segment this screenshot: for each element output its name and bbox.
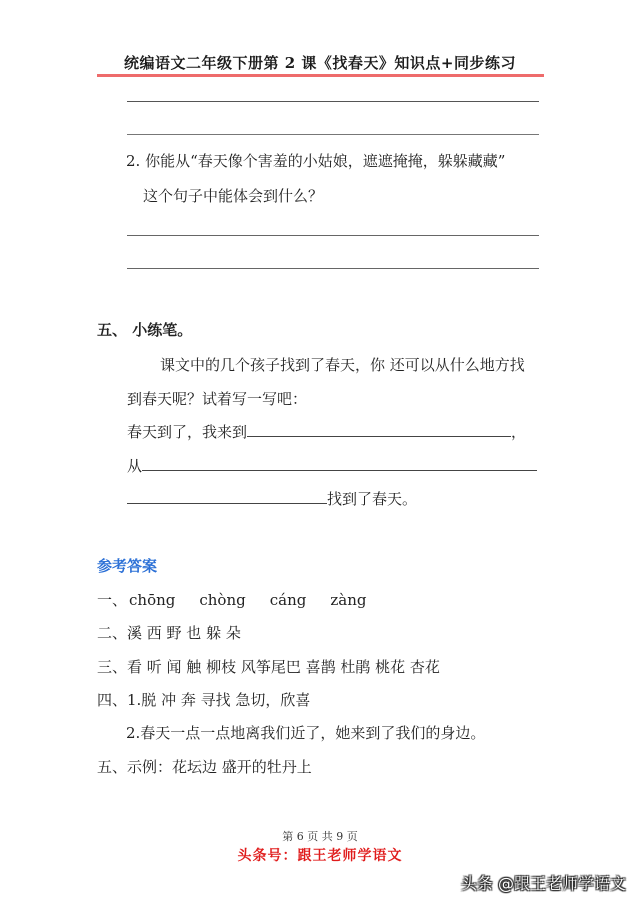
fill-line-1 — [127, 421, 526, 442]
watermark: 头条 @跟王老师学语文 — [460, 874, 626, 893]
section-5-prompt-line-1: 课文中的几个孩子找到了春天，你 还可以从什么地方找 — [160, 356, 525, 374]
answer-4-part-2: 2.春天一点一点地离我们近了，她来到了我们的身边。 — [126, 724, 486, 742]
answer-line — [127, 235, 539, 236]
question-2-line-2: 这个句子中能体会到什么？ — [143, 187, 324, 205]
header-divider — [97, 74, 544, 77]
fill-blank-1[interactable] — [247, 421, 511, 437]
answer-line — [127, 268, 539, 269]
section-5-heading: 五、 小练笔。 — [97, 321, 193, 339]
fill-line-1-prefix: 春天到了，我来到 — [127, 423, 248, 441]
question-2-line-1: 2. 你能从“春天像个害羞的小姑娘，遮遮掩掩，躲躲藏藏” — [126, 152, 506, 170]
fill-line-2 — [127, 455, 537, 476]
footer-brand: 头条号：跟王老师学语文 — [237, 848, 403, 864]
fill-blank-2[interactable] — [142, 455, 537, 471]
section-5-prompt-line-2: 到春天呢？试着写一写吧： — [127, 390, 308, 408]
fill-line-3-suffix: 找到了春天。 — [327, 490, 418, 508]
pinyin-item: cáng — [269, 591, 307, 609]
fill-blank-3[interactable] — [127, 488, 327, 504]
pinyin-item: chōng — [129, 591, 176, 609]
fill-line-2-prefix: 从 — [127, 457, 143, 475]
answer-2: 二、溪 西 野 也 躲 朵 — [97, 624, 241, 642]
answer-5: 五、示例：花坛边 盛开的牡丹上 — [97, 758, 312, 776]
answer-3: 三、看 听 闻 触 柳枝 风筝尾巴 喜鹊 杜鹃 桃花 杏花 — [97, 658, 440, 676]
answer-line — [127, 101, 539, 102]
answer-4-part-1: 四、1.脱 冲 奔 寻找 急切，欣喜 — [97, 691, 311, 709]
answer-1-label: 一、 — [97, 591, 128, 609]
pinyin-item: chòng — [199, 591, 246, 609]
fill-line-3 — [127, 488, 417, 509]
page-number: 第 6 页 共 9 页 — [282, 830, 358, 843]
answers-heading: 参考答案 — [97, 557, 158, 575]
pinyin-item: zàng — [330, 591, 367, 609]
answer-1 — [97, 589, 366, 610]
document-header-title: 统编语文二年级下册第 2 课《找春天》知识点+同步练习 — [124, 54, 516, 72]
fill-line-1-suffix: ， — [511, 423, 527, 441]
answer-line — [127, 134, 539, 135]
